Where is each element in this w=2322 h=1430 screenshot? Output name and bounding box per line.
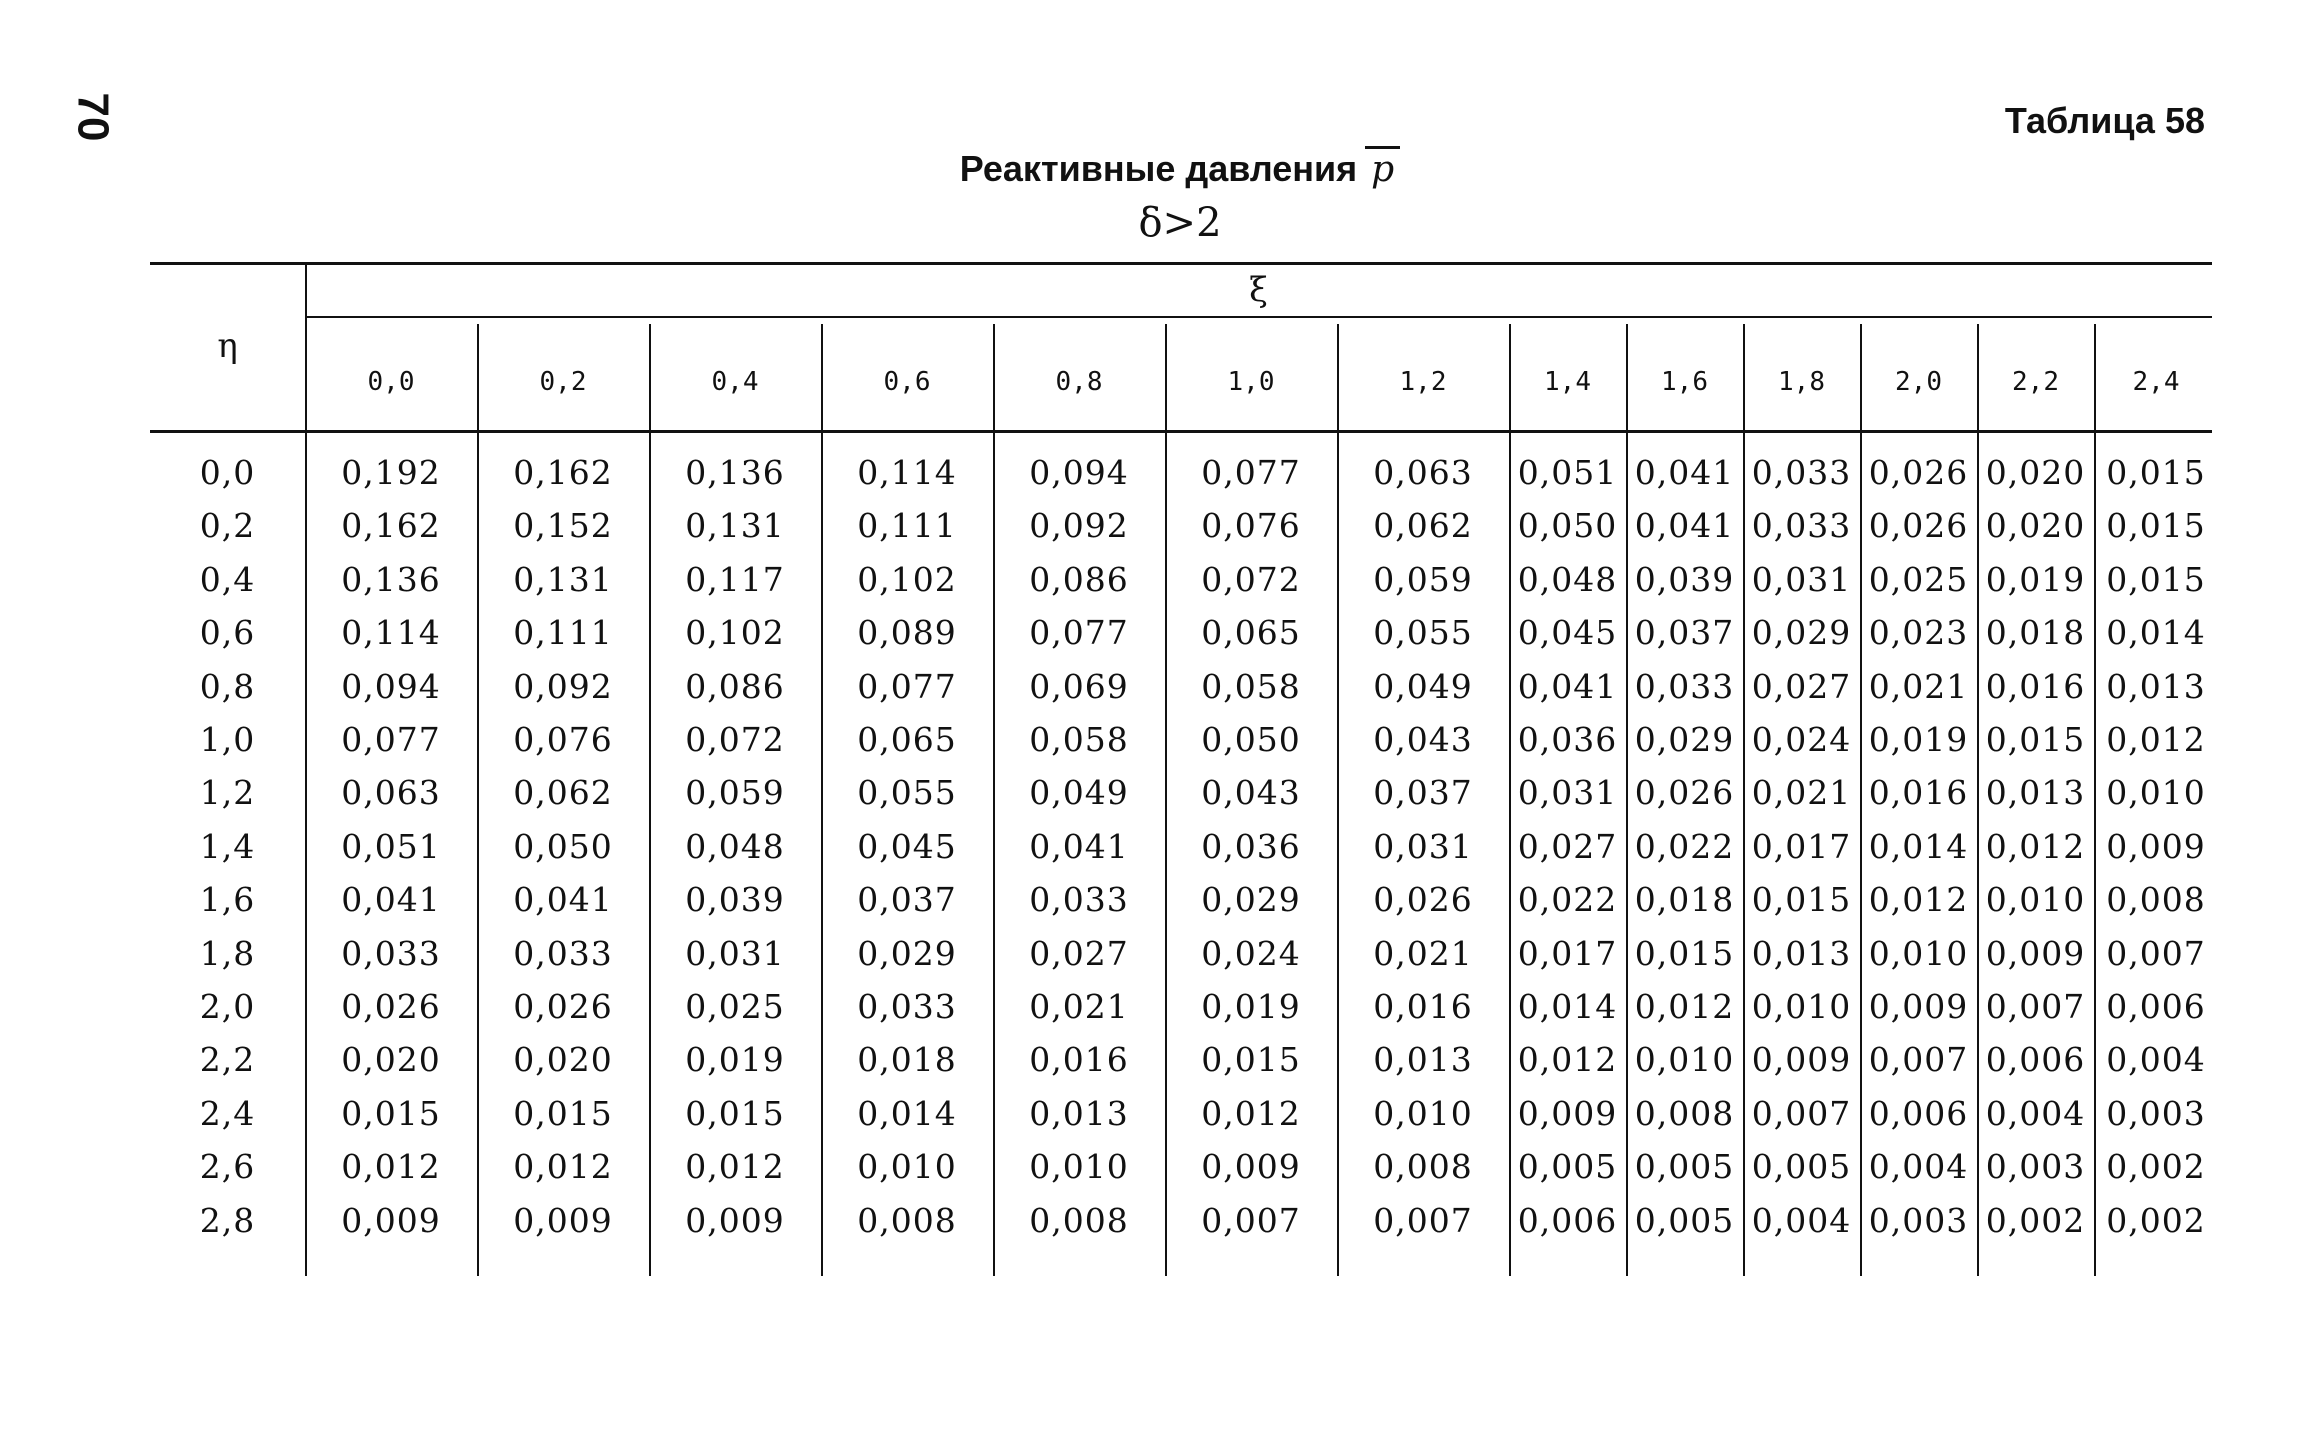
table-cell: 0,117: [685, 559, 785, 599]
table-cell: 0,017: [1751, 826, 1852, 866]
table-cell: 0,136: [341, 559, 441, 599]
eta-value: 1,4: [199, 826, 256, 866]
table-cell: 0,025: [1868, 559, 1969, 599]
table-cell: 0,033: [1751, 506, 1852, 546]
xi-column-header: 0,2: [539, 367, 587, 397]
table-cell: 0,023: [1868, 613, 1969, 653]
table-cell: 0,010: [1751, 987, 1852, 1026]
table-cell: 0,027: [1517, 826, 1618, 866]
table-cell: 0,017: [1517, 933, 1618, 973]
table-cell: 0,036: [1517, 720, 1618, 759]
table-cell: 0,010: [2106, 773, 2206, 813]
table-cell: 0,016: [1029, 1040, 1129, 1080]
table-cell: 0,077: [1201, 453, 1301, 492]
table-cell: 0,021: [1868, 666, 1969, 706]
xi-column-header: 0,8: [1055, 367, 1103, 397]
table-cell: 0,012: [1868, 880, 1969, 920]
table-cell: 0,051: [1517, 453, 1618, 492]
table-cell: 0,007: [1868, 1040, 1969, 1080]
title-text: Реактивные давления: [959, 148, 1358, 189]
table-cell: 0,029: [857, 933, 957, 973]
table-cell: 0,029: [1634, 720, 1735, 759]
xi-column-header: 0,6: [883, 367, 931, 397]
table-cell: 0,019: [1985, 559, 2086, 599]
eta-value: 0,4: [199, 559, 256, 599]
table-cell: 0,015: [1634, 933, 1735, 973]
table-cell: 0,114: [341, 613, 441, 653]
eta-value: 2,2: [199, 1040, 256, 1080]
table-cell: 0,020: [1985, 453, 2086, 492]
table-cell: 0,010: [857, 1147, 957, 1187]
xi-column-header: 1,2: [1399, 367, 1447, 397]
table-cell: 0,006: [1868, 1093, 1969, 1133]
table-cell: 0,002: [2106, 1147, 2206, 1187]
table-cell: 0,014: [1868, 826, 1969, 866]
table-cell: 0,055: [857, 773, 957, 813]
table-cell: 0,004: [1751, 1200, 1852, 1240]
table-cell: 0,012: [1201, 1093, 1301, 1133]
table-cell: 0,015: [685, 1093, 785, 1133]
xi-rule: [305, 316, 2212, 318]
table-cell: 0,072: [1201, 559, 1301, 599]
table-cell: 0,007: [1751, 1093, 1852, 1133]
title-symbol: p: [1365, 146, 1400, 190]
table-cell: 0,010: [1029, 1147, 1129, 1187]
table-cell: 0,092: [513, 666, 613, 706]
table-cell: 0,015: [2106, 453, 2206, 492]
table-cell: 0,033: [1751, 453, 1852, 492]
table-cell: 0,015: [2106, 506, 2206, 546]
table-cell: 0,026: [341, 987, 441, 1026]
table-cell: 0,008: [1029, 1200, 1129, 1240]
table-cell: 0,076: [1201, 506, 1301, 546]
table-cell: 0,048: [1517, 559, 1618, 599]
table-cell: 0,058: [1201, 666, 1301, 706]
xi-column-header: 2,0: [1895, 367, 1942, 397]
table-cell: 0,059: [685, 773, 785, 813]
table-cell: 0,033: [857, 987, 957, 1026]
table-subtitle: δ>2: [1138, 200, 1222, 246]
table-cell: 0,012: [513, 1147, 613, 1187]
table-cell: 0,015: [513, 1093, 613, 1133]
table-cell: 0,005: [1517, 1147, 1618, 1187]
table-cell: 0,009: [2106, 826, 2206, 866]
table-cell: 0,004: [2106, 1040, 2206, 1080]
table-cell: 0,020: [1985, 506, 2086, 546]
page-number: 70: [68, 92, 118, 142]
table-cell: 0,072: [685, 720, 785, 759]
eta-value: 2,6: [199, 1147, 256, 1187]
eta-value: 1,8: [199, 933, 256, 973]
table-cell: 0,012: [1985, 826, 2086, 866]
table-cell: 0,022: [1634, 826, 1735, 866]
table-cell: 0,006: [2106, 987, 2206, 1026]
table-cell: 0,037: [1634, 613, 1735, 653]
table-cell: 0,026: [1373, 880, 1473, 920]
table-cell: 0,009: [1751, 1040, 1852, 1080]
table-cell: 0,050: [513, 826, 613, 866]
table-cell: 0,048: [685, 826, 785, 866]
table-cell: 0,006: [1517, 1200, 1618, 1240]
table-cell: 0,015: [1201, 1040, 1301, 1080]
table-cell: 0,005: [1634, 1147, 1735, 1187]
top-rule: [150, 262, 2212, 265]
table-cell: 0,031: [1751, 559, 1852, 599]
table-cell: 0,033: [1029, 880, 1129, 920]
table-cell: 0,018: [1985, 613, 2086, 653]
table-cell: 0,037: [857, 880, 957, 920]
table-cell: 0,010: [1373, 1093, 1473, 1133]
table-cell: 0,049: [1029, 773, 1129, 813]
table-cell: 0,015: [1985, 720, 2086, 759]
table-cell: 0,058: [1029, 720, 1129, 759]
table-cell: 0,036: [1201, 826, 1301, 866]
table-cell: 0,014: [857, 1093, 957, 1133]
table-cell: 0,008: [1634, 1093, 1735, 1133]
table-cell: 0,004: [1868, 1147, 1969, 1187]
table-cell: 0,012: [1634, 987, 1735, 1026]
xi-column-header: 0,4: [711, 367, 759, 397]
table-cell: 0,131: [685, 506, 785, 546]
table-cell: 0,086: [1029, 559, 1129, 599]
table-cell: 0,131: [513, 559, 613, 599]
table-cell: 0,008: [1373, 1147, 1473, 1187]
table-cell: 0,077: [341, 720, 441, 759]
table-cell: 0,003: [1868, 1200, 1969, 1240]
table-cell: 0,009: [341, 1200, 441, 1240]
table-cell: 0,019: [685, 1040, 785, 1080]
table-cell: 0,009: [513, 1200, 613, 1240]
xi-column-header: 0,0: [367, 367, 415, 397]
table-cell: 0,031: [685, 933, 785, 973]
xi-column-header: 1,0: [1227, 367, 1275, 397]
table-cell: 0,029: [1751, 613, 1852, 653]
table-cell: 0,021: [1373, 933, 1473, 973]
table-cell: 0,041: [1634, 506, 1735, 546]
xi-column-header: 2,2: [2012, 367, 2059, 397]
table-cell: 0,003: [2106, 1093, 2206, 1133]
table-cell: 0,015: [341, 1093, 441, 1133]
eta-value: 0,8: [199, 666, 256, 706]
eta-value: 0,2: [199, 506, 256, 546]
table-cell: 0,016: [1868, 773, 1969, 813]
table-cell: 0,152: [513, 506, 613, 546]
table-cell: 0,026: [1868, 453, 1969, 492]
xi-column-header: 1,8: [1778, 367, 1825, 397]
table-cell: 0,021: [1029, 987, 1129, 1026]
table-cell: 0,008: [2106, 880, 2206, 920]
table-cell: 0,033: [1634, 666, 1735, 706]
table-cell: 0,086: [685, 666, 785, 706]
table-cell: 0,062: [513, 773, 613, 813]
table-cell: 0,027: [1029, 933, 1129, 973]
table-cell: 0,029: [1201, 880, 1301, 920]
table-cell: 0,007: [2106, 933, 2206, 973]
table-cell: 0,007: [1373, 1200, 1473, 1240]
table-cell: 0,162: [341, 506, 441, 546]
table-cell: 0,009: [685, 1200, 785, 1240]
table-cell: 0,013: [1029, 1093, 1129, 1133]
table-cell: 0,055: [1373, 613, 1473, 653]
table-title: [0, 148, 2322, 190]
table-cell: 0,045: [857, 826, 957, 866]
table-cell: 0,012: [1517, 1040, 1618, 1080]
table-cell: 0,050: [1517, 506, 1618, 546]
table-cell: 0,051: [341, 826, 441, 866]
table-cell: 0,007: [1985, 987, 2086, 1026]
table-cell: 0,013: [1985, 773, 2086, 813]
table-cell: 0,111: [513, 613, 613, 653]
table-cell: 0,004: [1985, 1093, 2086, 1133]
table-cell: 0,031: [1517, 773, 1618, 813]
table-cell: 0,024: [1201, 933, 1301, 973]
table-cell: 0,010: [1634, 1040, 1735, 1080]
table-cell: 0,043: [1373, 720, 1473, 759]
table-cell: 0,037: [1373, 773, 1473, 813]
table-label: Таблица 58: [2004, 100, 2205, 141]
table-cell: 0,018: [857, 1040, 957, 1080]
table-cell: 0,089: [857, 613, 957, 653]
table-cell: 0,019: [1201, 987, 1301, 1026]
table-cell: 0,010: [1985, 880, 2086, 920]
table-cell: 0,041: [1517, 666, 1618, 706]
table-cell: 0,012: [341, 1147, 441, 1187]
table-cell: 0,007: [1201, 1200, 1301, 1240]
table-cell: 0,010: [1868, 933, 1969, 973]
table-cell: 0,015: [2106, 559, 2206, 599]
header-rule: [150, 430, 2212, 433]
table-cell: 0,094: [1029, 453, 1129, 492]
table-cell: 0,033: [341, 933, 441, 973]
table-cell: 0,014: [2106, 613, 2206, 653]
table-cell: 0,012: [2106, 720, 2206, 759]
table-cell: 0,065: [857, 720, 957, 759]
table-cell: 0,063: [341, 773, 441, 813]
table-cell: 0,192: [341, 453, 441, 492]
eta-header: η: [217, 326, 238, 366]
table-cell: 0,016: [1985, 666, 2086, 706]
table-cell: 0,045: [1517, 613, 1618, 653]
table-cell: 0,016: [1373, 987, 1473, 1026]
table-cell: 0,041: [341, 880, 441, 920]
table-cell: 0,009: [1985, 933, 2086, 973]
table-cell: 0,041: [1029, 826, 1129, 866]
table-cell: 0,026: [513, 987, 613, 1026]
table-cell: 0,005: [1751, 1147, 1852, 1187]
table-cell: 0,019: [1868, 720, 1969, 759]
table-cell: 0,077: [857, 666, 957, 706]
table-cell: 0,114: [857, 453, 957, 492]
table-cell: 0,018: [1634, 880, 1735, 920]
table-cell: 0,102: [857, 559, 957, 599]
table-cell: 0,062: [1373, 506, 1473, 546]
table-cell: 0,006: [1985, 1040, 2086, 1080]
table-cell: 0,111: [857, 506, 957, 546]
xi-column-header: 2,4: [2132, 367, 2180, 397]
table-cell: 0,013: [1373, 1040, 1473, 1080]
table-cell: 0,076: [513, 720, 613, 759]
table-cell: 0,092: [1029, 506, 1129, 546]
table-cell: 0,063: [1373, 453, 1473, 492]
table-cell: 0,039: [685, 880, 785, 920]
table-cell: 0,005: [1634, 1200, 1735, 1240]
table-cell: 0,059: [1373, 559, 1473, 599]
table-cell: 0,009: [1201, 1147, 1301, 1187]
eta-value: 2,8: [199, 1200, 256, 1240]
eta-value: 2,0: [199, 987, 256, 1026]
table-cell: 0,039: [1634, 559, 1735, 599]
table-cell: 0,162: [513, 453, 613, 492]
table-cell: 0,041: [1634, 453, 1735, 492]
table-cell: 0,020: [513, 1040, 613, 1080]
eta-value: 0,0: [199, 453, 256, 492]
table-cell: 0,003: [1985, 1147, 2086, 1187]
eta-value: 1,0: [199, 720, 256, 759]
table-cell: 0,027: [1751, 666, 1852, 706]
table-cell: 0,021: [1751, 773, 1852, 813]
table-cell: 0,069: [1029, 666, 1129, 706]
table-cell: 0,022: [1517, 880, 1618, 920]
table-cell: 0,009: [1868, 987, 1969, 1026]
eta-value: 0,6: [199, 613, 256, 653]
table-cell: 0,013: [1751, 933, 1852, 973]
eta-value: 2,4: [199, 1093, 256, 1133]
table-cell: 0,025: [685, 987, 785, 1026]
table-cell: 0,049: [1373, 666, 1473, 706]
xi-header: ξ: [1249, 270, 1268, 310]
table-cell: 0,002: [2106, 1200, 2206, 1240]
table-cell: 0,009: [1517, 1093, 1618, 1133]
table-cell: 0,014: [1517, 987, 1618, 1026]
table-cell: 0,026: [1634, 773, 1735, 813]
table-cell: 0,020: [341, 1040, 441, 1080]
table-cell: 0,077: [1029, 613, 1129, 653]
eta-value: 1,2: [199, 773, 256, 813]
xi-column-header: 1,6: [1661, 367, 1708, 397]
table-cell: 0,026: [1868, 506, 1969, 546]
table-cell: 0,136: [685, 453, 785, 492]
table-cell: 0,050: [1201, 720, 1301, 759]
table-cell: 0,024: [1751, 720, 1852, 759]
xi-column-header: 1,4: [1544, 367, 1591, 397]
table-cell: 0,012: [685, 1147, 785, 1187]
table-cell: 0,008: [857, 1200, 957, 1240]
table-cell: 0,002: [1985, 1200, 2086, 1240]
table-cell: 0,013: [2106, 666, 2206, 706]
table-cell: 0,015: [1751, 880, 1852, 920]
table-cell: 0,065: [1201, 613, 1301, 653]
eta-value: 1,6: [199, 880, 256, 920]
table-cell: 0,043: [1201, 773, 1301, 813]
table-cell: 0,102: [685, 613, 785, 653]
table-cell: 0,033: [513, 933, 613, 973]
pressure-table: [150, 262, 2212, 1276]
table-cell: 0,031: [1373, 826, 1473, 866]
table-cell: 0,041: [513, 880, 613, 920]
table-cell: 0,094: [341, 666, 441, 706]
